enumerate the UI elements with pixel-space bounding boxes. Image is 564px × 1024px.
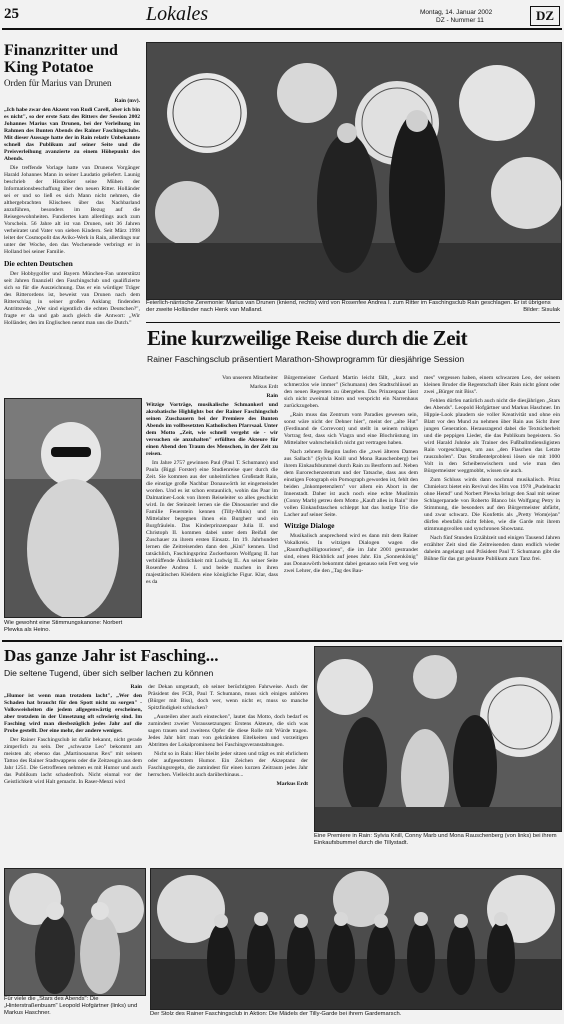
dz-logo: DZ (530, 6, 560, 26)
section-title: Lokales (146, 3, 209, 25)
shopping-photo-image (315, 647, 561, 831)
article1-headline (4, 42, 140, 76)
article3-headline: Das ganze Jahr ist Fasching... (4, 646, 219, 665)
article2-paragraph: Im Jahre 2757 gewinnen Paul (Paul T. Schumann) und Paula (Biggi Forster) eine Studienreise quer durch die Zeit. Sie kommen aus der unheimlichen Großstadt Rain, die einstige große Nachbar Donauwörth ist eingemeindet worden. Und es ist schon erstaunlich, wohin das Paar im Dalmatiner-Look von ihrem Reiseleiter so alles geschickt wird. In der Steinzeit lernen sie die Dinosaurier und die Familie Feuerstein kennen (Tilly-Minis) und im Mittelalter begegnen ihnen ein Burgherr und ein Burgfräulein. Das Kinderprinzenpaar Julia II. und Christoph II. kommen dabei unter dem Beifall der Zuschauer zu ihrem ersten Einsatz. Im 19. Jahrhundert lernen die Zeitreisenden dann den „Kini" kennen. Und tatsächlich, Faschingsprinz Zuckerbaron Wolfgang II. hat verblüffende Ähnlichkeit mit Ludwig II.. An seiner Seite Rosenfee Andrea I. und beide machen in ihren majestätischen Kleidern eine königliche Figur. Klar, dass es da (146, 460, 278, 585)
ceremony-photo (146, 42, 562, 300)
article2-col3 (424, 375, 560, 615)
article2-col2-subhead: Witzige Dialoge (284, 521, 335, 530)
article3-paragraph: Der Rainer Faschingsclub ist dafür bekannt, nicht gerade zimperlich zu sein. Der „schwarze Leo" bekommt am meisten ab; ebenso das „Martinosaurus Rex" mit seinem Tattoo des Rainer Stadtwappens oder die Zeitzeugin aus dem Jahr 1251. Die Getroffenen nehmen es mit Humor und auch das Publikum lacht schadenfroh. Nicht einmal vor der Geistlichkeit wird Halt gemacht. In Raser-Menzi wird (4, 737, 142, 785)
header-rule (2, 28, 562, 30)
article1-subhead: Orden für Marius van Drunen (4, 78, 112, 88)
article2-byline1: Von unserem Mitarbeiter (222, 375, 278, 381)
article3-subhead: Die seltene Tugend, über sich selber lachen zu können (4, 668, 214, 678)
article1-paragraph: Die treffende Vorlage hatte van Drunens Vorgänger Harald Johannes Mann in seiner Laudatio geliefert. Launig beschrieb der Historiker seine Mühen der Informationsbeschaffung über den neuen Ritter. Holländer sei er und so ließ es sich Mann nicht nehmen, die althergebrachten Klischees über das Nachbarland anzuführen, besonders im Bezug auf die Reisegewohnheiten. Fundiertes kam allerdings auch zum Vorschein. 56 Jahre alt ist van Drunen, seit 36 Jahren verheiratet und Vater von sieben Kindern. Seit März 1998 leitet der Cosmopolit das Aviko-Werk in Rain, allerdings nur unter der Woche, den das Wochenende verbringt er in Holland bei seiner Familie. (4, 165, 140, 255)
article3-col1 (4, 684, 142, 862)
ceremony-photo-image (147, 43, 561, 299)
guard-photo-caption: Der Stolz des Rainer Faschingsclub in Aktion: Die Mädels der Tilly-Garde bei ihrem Gardemarsch. (150, 1011, 402, 1017)
article2-col2 (284, 375, 418, 615)
article2-paragraph: Nach fünf Stunden Erzählzeit und einigen Tausend Jahren erzählter Zeit sind die Zeitreisenden dann endlich wieder daheim angelangt und Präsident Paul T. Schumann gibt die Bühne für das gut gelaunte Publikum zum Tanz frei. (424, 535, 560, 562)
photo-credit: Bilder: Sisulak (523, 307, 560, 313)
hippie-photo (4, 868, 146, 996)
article3-paragraph: „Austeilen aber auch einstecken", lautet das Motto, doch bedarf es zumindest zweier Voraussetzungen: Erstens Akteure, die sich was sagen trauen und zweitens Opfer die diese Rolle mit Würde tragen. Jedes Jahr hört man von gekränkten Eitelkeiten und vorzeitigen Abtritten der Lokalprominenz bei Faschingsveranstaltungen. (148, 714, 308, 748)
article1-headline-line2: King Potatoe (4, 59, 94, 76)
article3-paragraph: Nicht so in Rain: Hier bleibt jeder sitzen und trägt es mit ehrlichem oder aufgesetztem Humor. Ein Zeichen der Akzeptanz der Faschingsregeln, die zumindest für einen kurzen Zeitraum jedes Jahr herrschen. Vielleicht auch darüberhinaus... (148, 751, 308, 778)
hippie-photo-caption: Für viele die „Stars des Abends": Die „Hinterstraßenbuam" Leopold Hofgärtner (links) und Markus Haschner. (4, 996, 138, 1016)
article1-headline-line1: Finanzritter und (4, 42, 118, 59)
article2-headline: Eine kurzweilige Reise durch die Zeit (147, 326, 468, 350)
article1-paragraph: Der Hobbygolfer und Bayern München-Fan unterstützt seit Jahren finanziell den Faschingsclub und qualifizierte sich so für die Auszeichnung. Das er ein würdiger Träger des Ritterordens ist, beweist van Drunen nach dem Ritterschlag in seiner großen Anklang findenden Antrittsrede. „Wer sind eigentlich die echten Deutschen?", fragte er da und gab auch gleich die Antwort: „Wir Holländer, den im Englischen nennt man uns die Dutch." (4, 271, 140, 326)
article1-subhead2: Die echten Deutschen (4, 259, 73, 268)
article2-paragraph: Musikalisch ansprechend wird es dann mit dem Rainer Vokalkreis. In witzigen Dialogen wagen die „Raumflugbilligtouristen", die im Jahr 2001 gestrandet sind, einen Rückblick auf jenes Jahr. Ein „Sonnenkönig" aus Donauwörth bekommt dabei genauso sein Fett weg wie zwei Lehrer, die den „Tag des Bau- (284, 533, 418, 574)
article2-paragraph: „Rain muss das Zentrum vom Paradies gewesen sein, sonst wäre nicht der Dehner hier", meint der „alte Hut" (Ferdinand de Correvont) und stellt in seinem ruhigen Vortrag fest, dass sich Viagra und eine Blochrüstung im Mittelalter wahrscheinlich nicht gut vertragen haben. (284, 412, 418, 446)
shopping-photo (314, 646, 562, 832)
article3-lead: „Humor ist wenn man trotzdem lacht", „Wer den Schaden hat braucht für den Spott nicht zu sorgen" - Volksweisheiten die jedem allgegenwärtig erscheinen, aber trotzdem in der Umsetzung oft schwierig sind. Im Fasching wird man diesbezüglich jedes Jahr auf die Probe gestellt. Der eine mehr, der andere weniger. (4, 693, 142, 734)
article3-paragraph: der Dekan umgetauft, ob seiner berüchtigten Fahrweise. Auch der Präsident des FCR, Paul T. Schumann, muss sich einiges anhören (Bürger mit Biss), doch wer, wenn nicht er, muss so manche Spitzfindigkeit schlucken? (148, 684, 308, 711)
shopping-photo-caption: Eine Premiere in Rain: Sylvia Knill, Conny Marb und Mona Rauschenberg (von links) bei ihrem Einkaufsbummel durch die Tillystadt. (314, 833, 557, 846)
article2-paragraph: mes" vergessen haben, einem schwarzen Leo, der seinem kleinen Bruder die Regentschaft über Rain nicht gönnt oder zwei „Bürger mit Biss". (424, 375, 560, 395)
page-number: 25 (4, 6, 19, 22)
article1-text (4, 98, 140, 390)
heino-photo (4, 398, 142, 618)
article2-top-rule (146, 322, 560, 323)
article3-top-rule (2, 640, 562, 642)
header-date: Montag, 14. Januar 2002 (420, 9, 493, 16)
article2-paragraph: Fehlen dürfen natürlich auch nicht die diesjährigen „Stars des Abends". Leopold Hofgärtner und Markus Haschner. Im Hippie-Look plaudern sie voller Kreativität und ohne ein Blatt vor den Mund zu nehmen über Rain aus Sicht ihrer jungen Generation. Herausragend dabei die Textsicherheit und die peppigen Lieder, die das Publikum begeistern. So wird Harald Juhnke als Trainer des Fußballmdiensligisten Rain vorgeschlagen, um aus „den Flaschen das Letzte rauszuholen". Das Straßentelprobleni lösen sie mit 1000 Volt in den Scheibenwischern und wie man den Bürgermeister weggmobbt, wissen sie auch. (424, 398, 560, 474)
article2-subhead: Rainer Faschingsclub präsentiert Marathon-Showprogramm für diesjährige Session (147, 354, 465, 364)
article2-dateline: Rain (266, 393, 278, 399)
article2-paragraph: Bürgermeister Gerhard Martin leicht fällt, „kurz und schmerzlos wie immer" (Schumann) den Stadtschlüssel an den neuen Regenten zu übergeben. Das Prinzenpaar lässt sich nicht zweimal bitten und verspricht ein Narrenhaus zurückzugeben. (284, 375, 418, 409)
article2-paragraph: Nach zehnem Beginn laufen die „zwei älteren Damen aus Sallach" (Sylvia Knill und Mona Rauschenberg) bei ihrem Einkaufsbummel durch Rain zu Bestform auf. Neben dem Eurorechenzentrum und der Tatsache, dass aus dem einstigen Fotograph ein Pornograph geworden ist, fehlt den beiden „Inkompetenzlern" vor allem ein Abort in der Innenstadt. Daher ist auch noch eine echte Muslimin (Conny Marb) getreu dem Motto „Kauft alles in Rain" ihre vollen Einkaufstaschen schleppt hat das lustige Trio die Lacher auf seiner Seite. (284, 449, 418, 518)
ceremony-photo-caption (146, 300, 560, 314)
heino-photo-image (5, 399, 141, 617)
article2-lead: Witzige Vorträge, musikalische Schmankerl und akrobatische Highlights bot der Rainer Faschingsclub seinen Zuschauern bei der Premiere des Bunten Abends im vollbesetzten Katholischen Pfarrsaal. Unter dem Motto „Zeit, wie schnell vergeht sie - wir versuchen sie anzuhalten" erfüllten die Akteure für einen Abend den Traum des Menschen, in der Zeit zu reisen. (146, 402, 278, 457)
article3-signature: Markus Erdt (276, 781, 308, 787)
article1-dateline: Rain (mv). (114, 98, 140, 104)
article3-dateline: Rain (130, 684, 142, 690)
ceremony-caption-text: Feierlich-närrische Zeremonie: Marius van Drunen (kniend, rechts) wird von Rosenfee Andrea I. zum Ritter im Faschingsclub Rain geschlagen. Er ist übrigens der zweite Holländer nach Henk van Malland. (146, 300, 551, 313)
heino-photo-caption: Wie gewohnt eine Stimmungskanone: Norbert Plewka als Heino. (4, 620, 123, 633)
header-issue: DZ - Nummer 11 (436, 17, 484, 24)
article1-lead: „Ich habe zwar den Akzent von Rudi Carell, aber ich bin es nicht", so der erste Satz des Ritters der Session 2002 Johannes Marius van Drunen, bei der Verleihung im Rahmen des Bunten Abends des Rainer Faschingsclubs. Mit dieser Aussage hatte der in Rain relativ Unbekannte schnell das Publikum auf seiner Seite und die Preisverleihung avanzierte zu einem Höhepunkt des Abends. (4, 107, 140, 162)
article2-paragraph: Zum Schluss wirds dann nochmal musikalisch. Prinz Chmielorz bietet ein Revival des Hits von 1978 „Pudelnackt ohne Hemd" und Norbert Plewka bringt den Saal mit seiner Schlagerparade von Roberto Blanco bis Wolfgang Petry in Stimmung, die besonders auf den Bürgermeister abfärbt, und zwar schwarz. Die Konfettis als „Pretty Wom(e)an" dürfen ebenfalls nicht fehlen, wie die Garde mit ihrem stimmungsvollen und synchronen Showtanz. (424, 477, 560, 532)
article3-col2 (148, 684, 308, 862)
guard-photo-image (151, 869, 561, 1009)
guard-photo (150, 868, 562, 1010)
hippie-photo-image (5, 869, 145, 995)
article2-byline2: Markus Erdt (249, 384, 278, 390)
article2-col1 (146, 375, 278, 615)
